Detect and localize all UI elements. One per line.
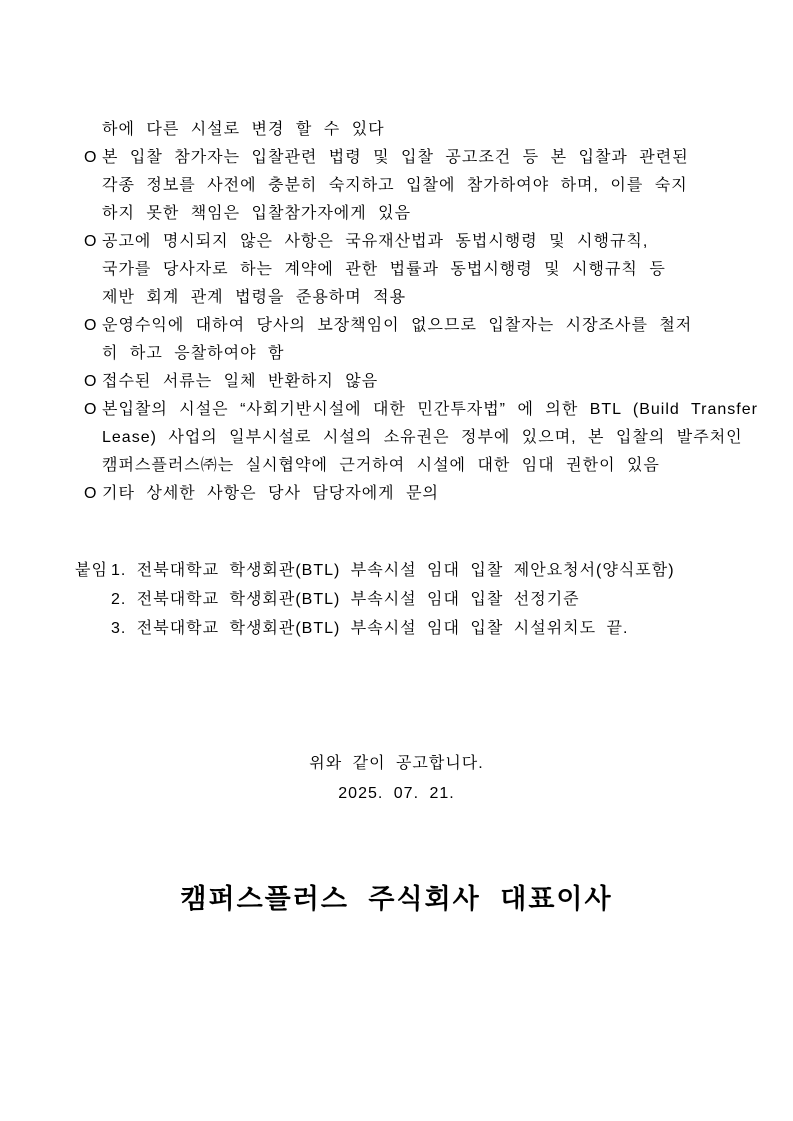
attachment-item [111,585,793,614]
body-line: Lease) 사업의 일부시설로 시설의 소유권은 정부에 있으며, 본 입찰의 발주처인 [102,429,743,446]
attachment-number: 1. [111,562,127,579]
bullet-item [0,368,793,396]
bullet-item [0,480,793,508]
bullet-marker: O [84,317,97,334]
issuer-signature: 캠퍼스플러스 주식회사 대표이사 [180,884,613,914]
bullet-marker: O [84,373,97,390]
attachment-number: 3. [111,620,127,637]
bullet-item [0,144,793,228]
attachment-text: 전북대학교 학생회관(BTL) 부속시설 임대 입찰 시설위치도 끝. [136,620,629,637]
body-line: 각종 정보를 사전에 충분히 숙지하고 입찰에 참가하여야 하며, 이를 숙지 [102,177,688,194]
signature-section [0,881,793,917]
body-line: 기타 상세한 사항은 당사 담당자에게 문의 [102,485,439,502]
body-line: 공고에 명시되지 않은 사항은 국유재산법과 동법시행령 및 시행규칙, [102,233,649,250]
attachment-number: 2. [111,591,127,608]
body-line: 국가를 당사자로 하는 계약에 관한 법률과 동법시행령 및 시행규칙 등 [102,261,666,278]
attachment-item [111,614,793,643]
closing-date: 2025. 07. 21. [338,785,455,802]
attachment-text: 전북대학교 학생회관(BTL) 부속시설 임대 입찰 제안요청서(양식포함) [136,562,675,579]
body-line: 운영수익에 대하여 당사의 보장책임이 없으므로 입찰자는 시장조사를 철저 [102,317,693,334]
body-line: 본입찰의 시설은 “사회기반시설에 대한 민간투자법” 에 의한 BTL (Build Transfer [102,401,758,418]
bullet-item [0,396,793,480]
bullet-marker: O [84,485,97,502]
body-line: 본 입찰 참가자는 입찰관련 법령 및 입찰 공고조건 등 본 입찰과 관련된 [102,149,689,166]
bullet-marker: O [84,401,97,418]
body-line: 하지 못한 책임은 입찰참가자에게 있음 [102,205,412,222]
body-line: 캠퍼스플러스㈜는 실시협약에 근거하여 시설에 대한 임대 권한이 있음 [102,457,660,474]
bullet-item [0,228,793,312]
notice-body [0,116,793,508]
bullet-marker: O [84,233,97,250]
body-line: 히 하고 응찰하여야 함 [102,345,285,362]
attachments-section [0,556,793,643]
body-line: 제반 회계 관계 법령을 준용하며 적용 [102,289,407,306]
attachment-item [75,556,793,585]
bullet-item [0,312,793,368]
closing-section [0,749,793,809]
attachment-text: 전북대학교 학생회관(BTL) 부속시설 임대 입찰 선정기준 [136,591,580,608]
body-line: 접수된 서류는 일체 반환하지 않음 [102,373,379,390]
continuation-line: 하에 다른 시설로 변경 할 수 있다 [102,121,385,138]
bullet-marker: O [84,149,97,166]
attachments-label: 붙임 [75,562,108,579]
closing-announcement: 위와 같이 공고합니다. [309,755,484,772]
